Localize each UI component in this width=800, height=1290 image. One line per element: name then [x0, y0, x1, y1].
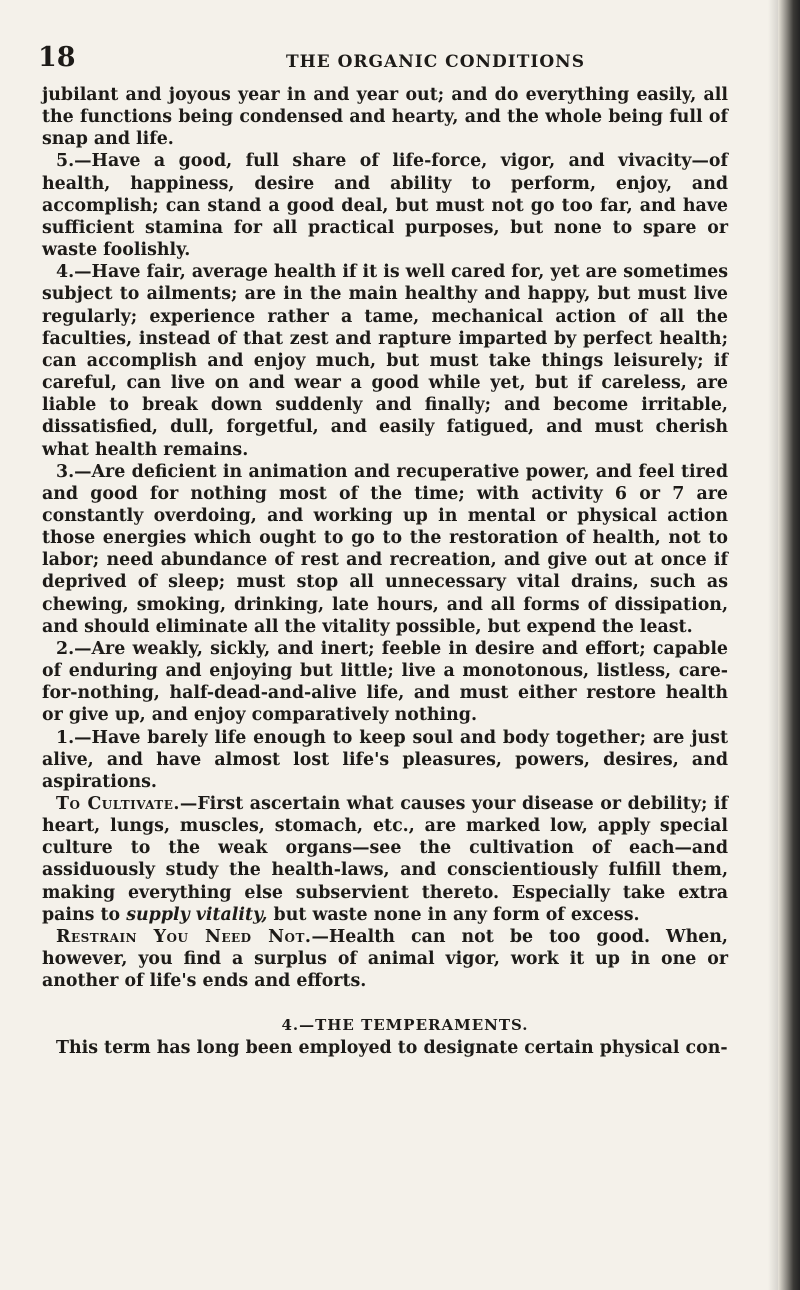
paragraph-temperaments: This term has long been employed to designate certain physical con-: [56, 1037, 728, 1058]
page-edge-shadow: [768, 0, 778, 1290]
paragraph-level-2: 2.—Are weakly, sickly, and inert; feeble in desire and effort; capable of enduring and enjoying but little; live a monotonous, listless, care-for-nothing, half-dead-and-alive life, and must either restore health or give up, and enjoy comparatively nothing.: [42, 638, 728, 726]
book-spine-edge: [778, 0, 800, 1290]
restrain-label: Restrain You Need Not.: [56, 926, 312, 947]
page-number: 18: [38, 42, 76, 73]
running-title: THE ORGANIC CONDITIONS: [286, 52, 585, 72]
paragraph-level-4: 4.—Have fair, average health if it is well cared for, yet are sometimes subject to ailments; are in the main healthy and happy, but must live regularly; experience rather a tame, mechanical action of all the faculties, instead of that zest and rapture imparted by perfect health; can accomplish and enjoy much, but must take things leisurely; if careful, can live on and wear a good while yet, but if careless, are liable to break down suddenly and finally; and become irritable, dissatisfied, dull, forgetful, and easily fatigued, and must cherish what health remains.: [42, 262, 728, 460]
paragraph-level-5: 5.—Have a good, full share of life-force, vigor, and vivacity—of health, happiness, desire and ability to perform, enjoy, and accomplish; can stand a good deal, but must not go too far, and have sufficient stamina for all practical purposes, but none to spare or waste foolishly.: [42, 151, 728, 261]
paragraph-cultivate: [42, 793, 728, 926]
cultivate-italic: supply vitality,: [126, 904, 268, 925]
paragraph-restrain: [42, 926, 728, 992]
paragraph-continuation: jubilant and joyous year in and year out; and do everything easily, all the functions being condensed and hearty, and the whole being full of snap and life.: [42, 85, 728, 150]
paragraph-level-3: 3.—Are deficient in animation and recuperative power, and feel tired and good for nothing most of the time; with activity 6 or 7 are constantly overdoing, and working up in mental or physical action those energies which ought to go to the restoration of health, not to labor; need abundance of rest and recreation, and give out at once if deprived of sleep; must stop all unnecessary vital drains, such as chewing, smoking, drinking, late hours, and all forms of dissipation, and should eliminate all the vitality possible, but expend the least.: [42, 461, 728, 637]
body-text: [42, 84, 728, 1059]
restrain-text: —Health can not be too good. When, however, you find a surplus of animal vigor, work it up in one or another of life's ends and efforts.: [42, 926, 728, 992]
cultivate-label: To Cultivate.: [56, 794, 180, 814]
cultivate-text-a: —First ascertain what causes your disease or debility; if heart, lungs, muscles, stomach, etc., are marked low, apply special culture to the weak organs—see the cultivation of each—and assiduously study the health-laws, and conscientiously fulfill them, making everything else subservient thereto. Especially take extra pains to: [42, 794, 728, 925]
paragraph-level-1: 1.—Have barely life enough to keep soul and body together; are just alive, and have almost lost life's pleasures, powers, desires, and aspirations.: [42, 727, 728, 792]
section-heading: 4.—THE TEMPERAMENTS.: [281, 1016, 529, 1035]
cultivate-text-b: but waste none in any form of excess.: [267, 904, 640, 925]
